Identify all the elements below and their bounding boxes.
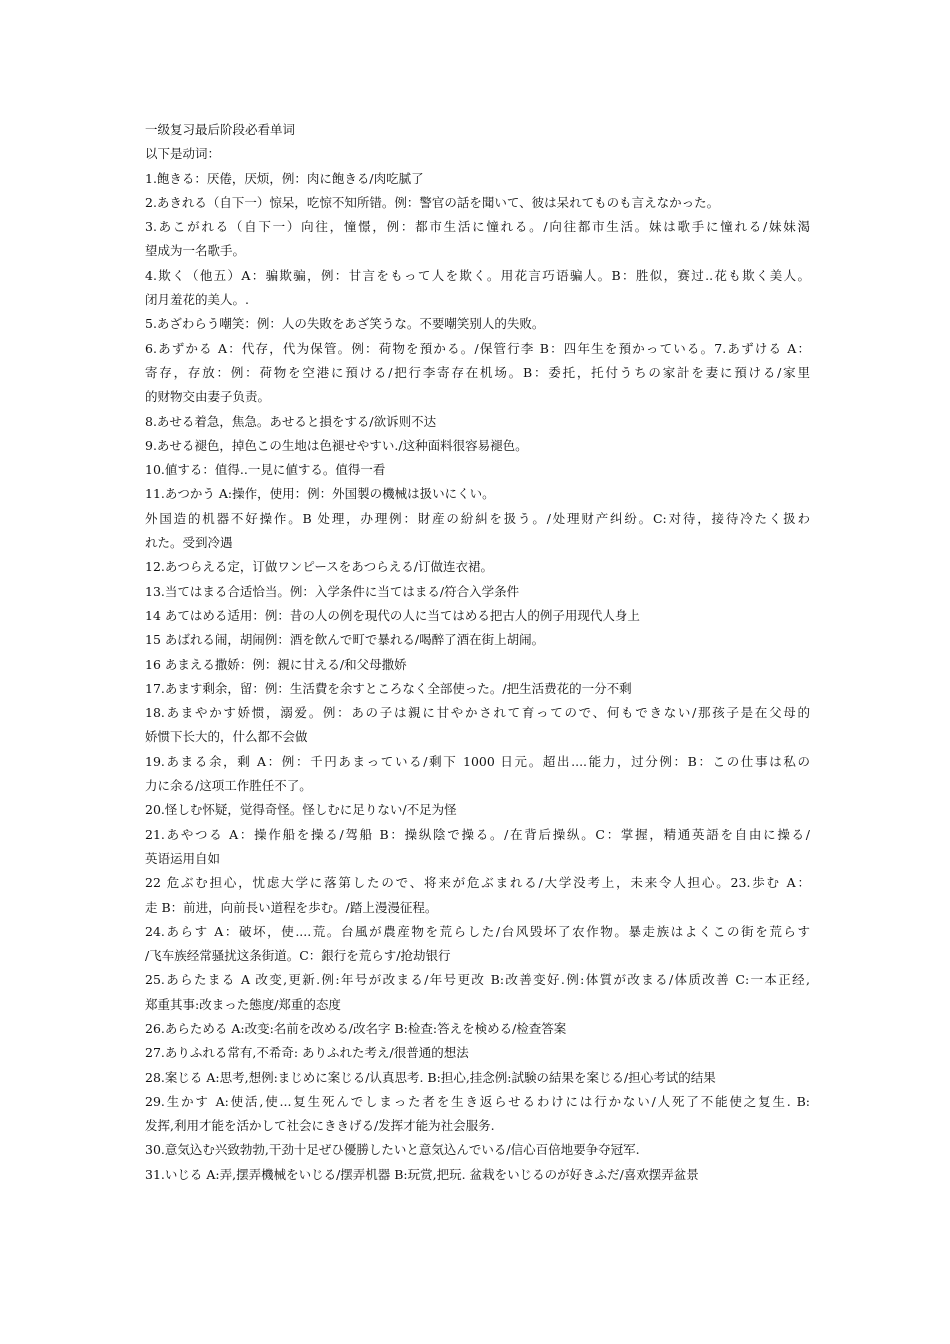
text-line: 寄存，存放：例：荷物を空港に預ける/把行李寄存在机场。B：委托，托付うちの家計を妻に預ける/家里 bbox=[145, 364, 810, 380]
text-line: 12.あつらえる定，订做ワンピースをあつらえる/订做连衣裙。 bbox=[145, 559, 493, 575]
text-line: 21.あやつる A：操作船を操る/驾船 B：操纵陰で操る。/在背后操纵。C：掌握，精通英語を自由に操る/ bbox=[145, 826, 810, 842]
text-line: 30.意気込む兴致勃勃,干劲十足ぜひ優勝したいと意気込んでいる/信心百倍地要争夺冠军. bbox=[145, 1142, 640, 1158]
text-line: 走 B：前进，向前長い道程を歩む。/踏上漫漫征程。 bbox=[145, 899, 438, 915]
text-line: 24.あらす A：破坏，使....荒。台風が農産物を荒らした/台风毁坏了农作物。暴走族はよくこの街を荒らす bbox=[145, 923, 810, 939]
document-page bbox=[145, 118, 810, 1187]
text-line: 4.欺く（他五）A：骗欺骗，例：甘言をもって人を欺く。用花言巧语骗人。B：胜似，赛过..花も欺く美人。 bbox=[145, 267, 810, 283]
text-line: 3.あこがれる（自下一）向往，憧憬，例：都市生活に憧れる。/向往都市生活。妹は歌手に憧れる/妹妹渴 bbox=[145, 219, 810, 235]
text-line: 27.ありふれる常有,不希奇: ありふれた考え/很普通的想法 bbox=[145, 1045, 469, 1061]
text-line: 11.あつかう A:操作，使用：例：外国製の機械は扱いにくい。 bbox=[145, 486, 495, 502]
text-line: 13.当てはまる合适恰当。例：入学条件に当てはまる/符合入学条件 bbox=[145, 583, 520, 599]
text-line: 5.あざわらう嘲笑：例：人の失敗をあざ笑うな。不要嘲笑别人的失败。 bbox=[145, 316, 545, 332]
text-line: 力に余る/这项工作胜任不了。 bbox=[145, 778, 312, 794]
text-line: れた。受到冷遇 bbox=[145, 535, 233, 551]
text-line: 16 あまえる撒娇：例：親に甘える/和父母撒娇 bbox=[145, 656, 407, 672]
text-line: /飞车族经常骚扰这条街道。C：銀行を荒らす/抢劫银行 bbox=[145, 948, 451, 964]
text-line: 15 あばれる闹，胡闹例：酒を飲んで町で暴れる/喝醉了酒在街上胡闹。 bbox=[145, 632, 545, 648]
text-line: 20.怪しむ怀疑，觉得奇怪。怪しむに足りない/不足为怪 bbox=[145, 802, 457, 818]
text-line: 25.あらたまる A 改变,更新.例:年号が改まる/年号更改 B:改善变好.例:体質が改まる/体质改善 C:一本正经, bbox=[145, 972, 810, 988]
text-line: 以下是动词： bbox=[145, 146, 221, 162]
text-line: 闭月羞花的美人。. bbox=[145, 292, 249, 308]
text-line: 发挥,利用才能を活かして社会にききげる/发挥才能为社会服务. bbox=[145, 1118, 495, 1134]
text-line: 19.あまる余，剩 A：例：千円あまっている/剩下 1000 日元。超出....能力，过分例：B：この仕事は私の bbox=[145, 753, 810, 769]
text-line: 22 危ぶむ担心，忧虑大学に落第したので、将来が危ぶまれる/大学没考上，未来令人担心。23.歩む A： bbox=[145, 875, 810, 891]
text-line: 28.案じる A:思考,想例:まじめに案じる/认真思考. B:担心,挂念例:試験の結果を案じる/担心考试的结果 bbox=[145, 1069, 716, 1085]
text-line: 望成为一名歌手。 bbox=[145, 243, 246, 259]
text-line: 英语运用自如 bbox=[145, 850, 221, 866]
text-line: 2.あきれる（自下一）惊呆，吃惊不知所错。例：警官の話を聞いて、彼は呆れてものも言えなかった。 bbox=[145, 194, 720, 210]
text-line: 娇惯下长大的，什么都不会做 bbox=[145, 729, 308, 745]
text-line: 17.あます剩余，留：例：生活費を余すところなく全部使った。/把生活费花的一分不剩 bbox=[145, 680, 632, 696]
text-line: 9.あせる褪色，掉色この生地は色褪せやすい./这种面料很容易褪色。 bbox=[145, 437, 528, 453]
text-line: 14 あてはめる适用：例：昔の人の例を現代の人に当てはめる把古人的例子用现代人身上 bbox=[145, 607, 640, 623]
text-line: 6.あずかる A：代存，代为保管。例：荷物を預かる。/保管行李 B：四年生を預かっている。7.あずける A： bbox=[145, 340, 810, 356]
text-line: 26.あらためる A:改变:名前を改める/改名字 B:检查:答えを検める/检查答案 bbox=[145, 1020, 567, 1036]
text-line: 郑重其事:改まった態度/郑重的态度 bbox=[145, 996, 341, 1012]
text-line: 的财物交由妻子负责。 bbox=[145, 389, 271, 405]
text-line: 外国造的机器不好操作。B 处理，办理例：財産の紛糾を扱う。/处理财产纠纷。C:对待，接待冷たく扱わ bbox=[145, 510, 810, 526]
text-line: 10.値する：值得..一見に値する。值得一看 bbox=[145, 462, 386, 478]
text-line: 1.飽きる：厌倦，厌烦，例：肉に飽きる/肉吃腻了 bbox=[145, 170, 424, 186]
text-line: 31.いじる A:弄,摆弄機械をいじる/摆弄机器 B:玩赏,把玩. 盆栽をいじるのが好きふだ/喜欢摆弄盆景 bbox=[145, 1166, 699, 1182]
text-line: 29.生かす A:使活,使...复生死んでしまった者を生き返らせるわけには行かない/人死了不能使之复生. B: bbox=[145, 1093, 810, 1109]
text-line: 8.あせる着急，焦急。あせると損をする/欲诉则不达 bbox=[145, 413, 437, 429]
text-line: 一级复习最后阶段必看单词 bbox=[145, 122, 296, 137]
text-line: 18.あまやかす娇惯，溺爱。例：あの子は親に甘やかされて育ってので、何もできない/那孩子是在父母的 bbox=[145, 705, 810, 721]
